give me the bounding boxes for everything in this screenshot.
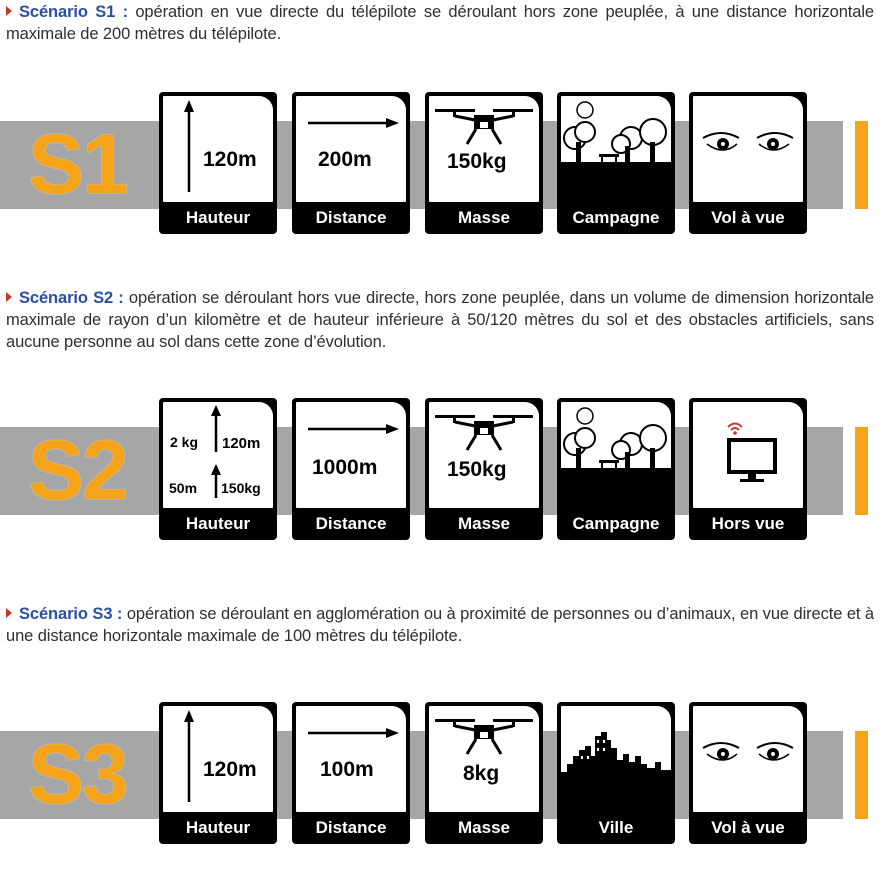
scenario-code: S1 xyxy=(28,117,127,211)
scenario-title: Scénario S3 : xyxy=(19,605,123,623)
card-distance xyxy=(292,702,410,844)
card-label: Hors vue xyxy=(711,514,785,533)
card-label: Distance xyxy=(315,818,387,837)
eyes-icon xyxy=(693,706,803,812)
arrow-right-icon xyxy=(296,402,406,508)
card-label: Hauteur xyxy=(185,818,251,837)
bullet-icon xyxy=(6,608,12,618)
scenario-text: opération se déroulant hors vue directe, hors zone peuplée, dans un volume de dimension horizontale maximale de rayon d’un kilomètre et de hauteur inférieure à 50/120 mètres du sol et des obstacles artificiels, sans aucune personne au sol dans cette zone d’évolution. xyxy=(6,289,874,351)
card-label: Distance xyxy=(315,208,387,227)
height-high-value: 120m xyxy=(222,435,261,452)
mass-value: 150kg xyxy=(447,458,507,481)
scenario-end-marker xyxy=(855,121,868,209)
scenario-end-marker xyxy=(855,427,868,515)
card-label: Campagne xyxy=(572,514,660,533)
drone-icon xyxy=(429,402,539,508)
bullet-icon xyxy=(6,6,12,16)
card-zone xyxy=(557,398,675,540)
card-label: Campagne xyxy=(572,208,660,227)
scenario-description xyxy=(6,603,874,647)
card-label: Masse xyxy=(458,818,510,837)
card-label: Distance xyxy=(315,514,387,533)
card-zone xyxy=(557,92,675,234)
card-masse xyxy=(425,702,543,844)
scenario-code: S3 xyxy=(28,727,127,821)
countryside-icon xyxy=(561,96,671,202)
card-label: Vol à vue xyxy=(711,818,785,837)
scenario-text: opération se déroulant en agglomération ou à proximité de personnes ou d’animaux, en vue directe et à une distance horizontale maximale de 100 mètres du télépilote. xyxy=(6,605,874,645)
card-distance xyxy=(292,92,410,234)
card-vue xyxy=(689,92,807,234)
card-label: Vol à vue xyxy=(711,208,785,227)
drone-icon xyxy=(429,96,539,202)
card-hauteur xyxy=(159,398,277,540)
card-masse xyxy=(425,398,543,540)
city-skyline-icon xyxy=(561,706,671,812)
card-vue xyxy=(689,398,807,540)
scenario-title: Scénario S2 : xyxy=(19,289,124,307)
scenario-code: S2 xyxy=(28,423,127,517)
card-label: Hauteur xyxy=(185,514,251,533)
distance-value: 200m xyxy=(318,148,372,171)
card-label: Masse xyxy=(458,514,510,533)
scenario-title: Scénario S1 : xyxy=(19,3,128,21)
scenario-end-marker xyxy=(855,731,868,819)
card-hauteur xyxy=(159,92,277,234)
scenario-description xyxy=(6,287,874,353)
card-vue xyxy=(689,702,807,844)
card-label: Hauteur xyxy=(185,208,251,227)
distance-value: 100m xyxy=(320,758,374,781)
drone-icon xyxy=(429,706,539,812)
eyes-icon xyxy=(693,96,803,202)
scenario-text: opération en vue directe du télépilote se déroulant hors zone peuplée, à une distance horizontale maximale de 200 mètres du télépilote. xyxy=(6,3,874,43)
card-zone xyxy=(557,702,675,844)
height-value: 120m xyxy=(203,148,257,171)
card-distance xyxy=(292,398,410,540)
card-label: Ville xyxy=(598,818,634,837)
monitor-wifi-icon xyxy=(693,402,803,508)
bullet-icon xyxy=(6,292,12,302)
mass-light-value: 2 kg xyxy=(170,434,199,450)
countryside-icon xyxy=(561,402,671,508)
height-low-value: 50m xyxy=(169,480,198,496)
card-hauteur xyxy=(159,702,277,844)
distance-value: 1000m xyxy=(312,456,378,479)
mass-value: 150kg xyxy=(447,150,507,173)
mass-value: 8kg xyxy=(463,762,500,785)
scenario-description xyxy=(6,1,874,45)
mass-heavy-value: 150kg xyxy=(221,480,261,496)
card-label: Masse xyxy=(458,208,510,227)
card-masse xyxy=(425,92,543,234)
height-value: 120m xyxy=(203,758,257,781)
